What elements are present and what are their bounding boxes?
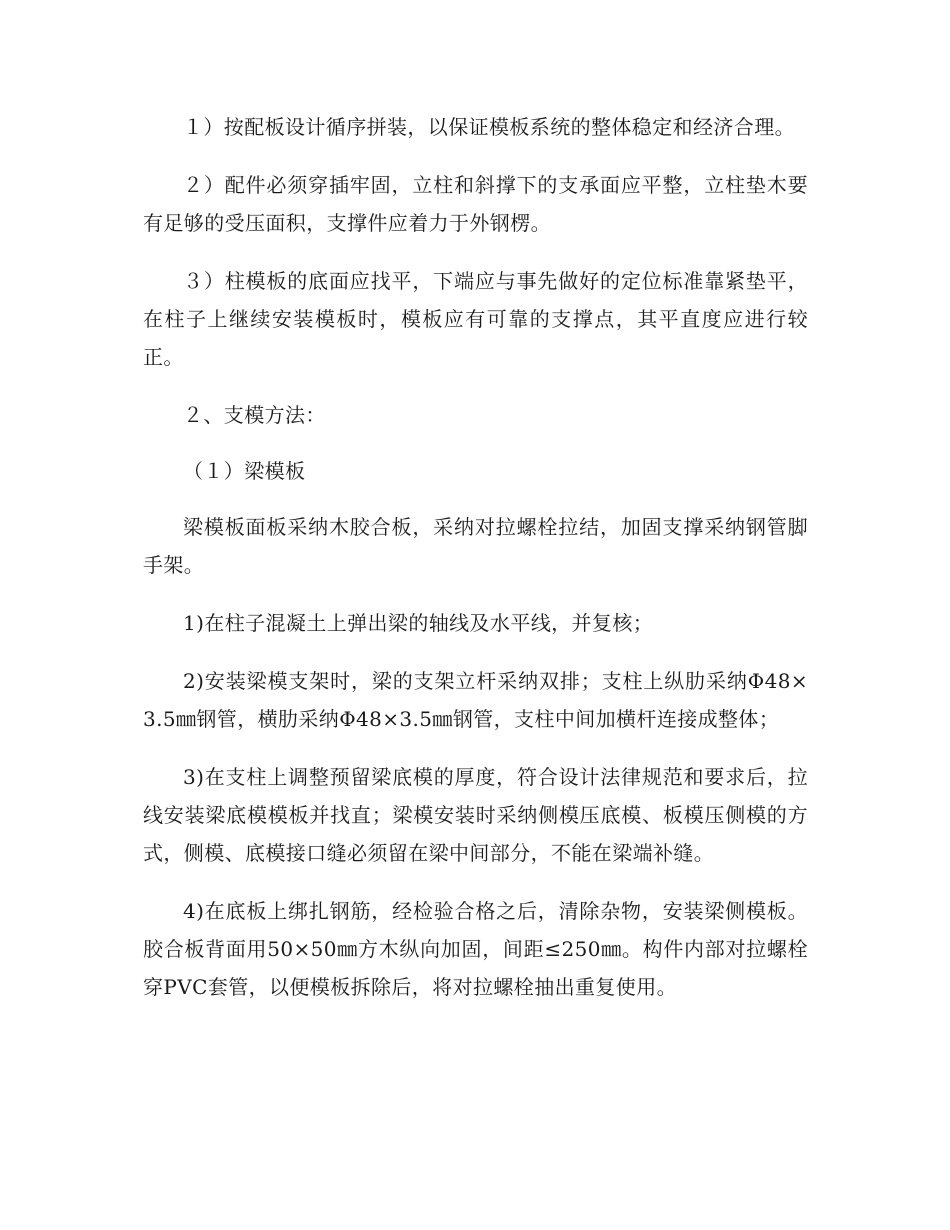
subsection-heading-beam-formwork: （１）梁模板: [183, 459, 306, 483]
paragraph-beam-step-3: 3)在支柱上调整预留梁底模的厚度，符合设计法律规范和要求后，拉线安装梁底模模板并找直；梁模安装时采纳侧模压底模、板模压侧模的方式，侧模、底模接口缝必须留在梁中间部分，不能在梁端补缝。: [143, 765, 808, 865]
paragraph-beam-intro: 梁模板面板采纳木胶合板，采纳对拉螺栓拉结，加固支撑采纳钢管脚手架。: [143, 515, 808, 577]
paragraph-step-2: ２）配件必须穿插牢固，立柱和斜撑下的支承面应平整，立柱垫木要有足够的受压面积，支撑件应着力于外钢楞。: [143, 173, 808, 235]
document-body: [143, 108, 808, 1026]
paragraph-step-3: ３）柱模板的底面应找平，下端应与事先做好的定位标准靠紧垫平，在柱子上继续安装模板时，模板应有可靠的支撑点，其平直度应进行较正。: [143, 269, 808, 369]
paragraph-beam-step-2: 2)安装梁模支架时，梁的支架立杆采纳双排；支柱上纵肋采纳Φ48×3.5㎜钢管，横肋采纳Φ48×3.5㎜钢管，支柱中间加横杆连接成整体；: [143, 669, 808, 731]
paragraph-step-1: １）按配板设计循序拼装，以保证模板系统的整体稳定和经济合理。: [183, 115, 795, 139]
paragraph-beam-step-1: 1)在柱子混凝土上弹出梁的轴线及水平线，并复核；: [183, 611, 654, 635]
paragraph-beam-step-4: 4)在底板上绑扎钢筋，经检验合格之后，清除杂物，安装梁侧模板。胶合板背面用50×50㎜方木纵向加固，间距≤250㎜。构件内部对拉螺栓穿PVC套管，以便模板拆除后，将对拉螺栓抽出重复使用。: [143, 899, 808, 999]
section-heading-formwork-method: ２、支模方法：: [183, 403, 326, 427]
